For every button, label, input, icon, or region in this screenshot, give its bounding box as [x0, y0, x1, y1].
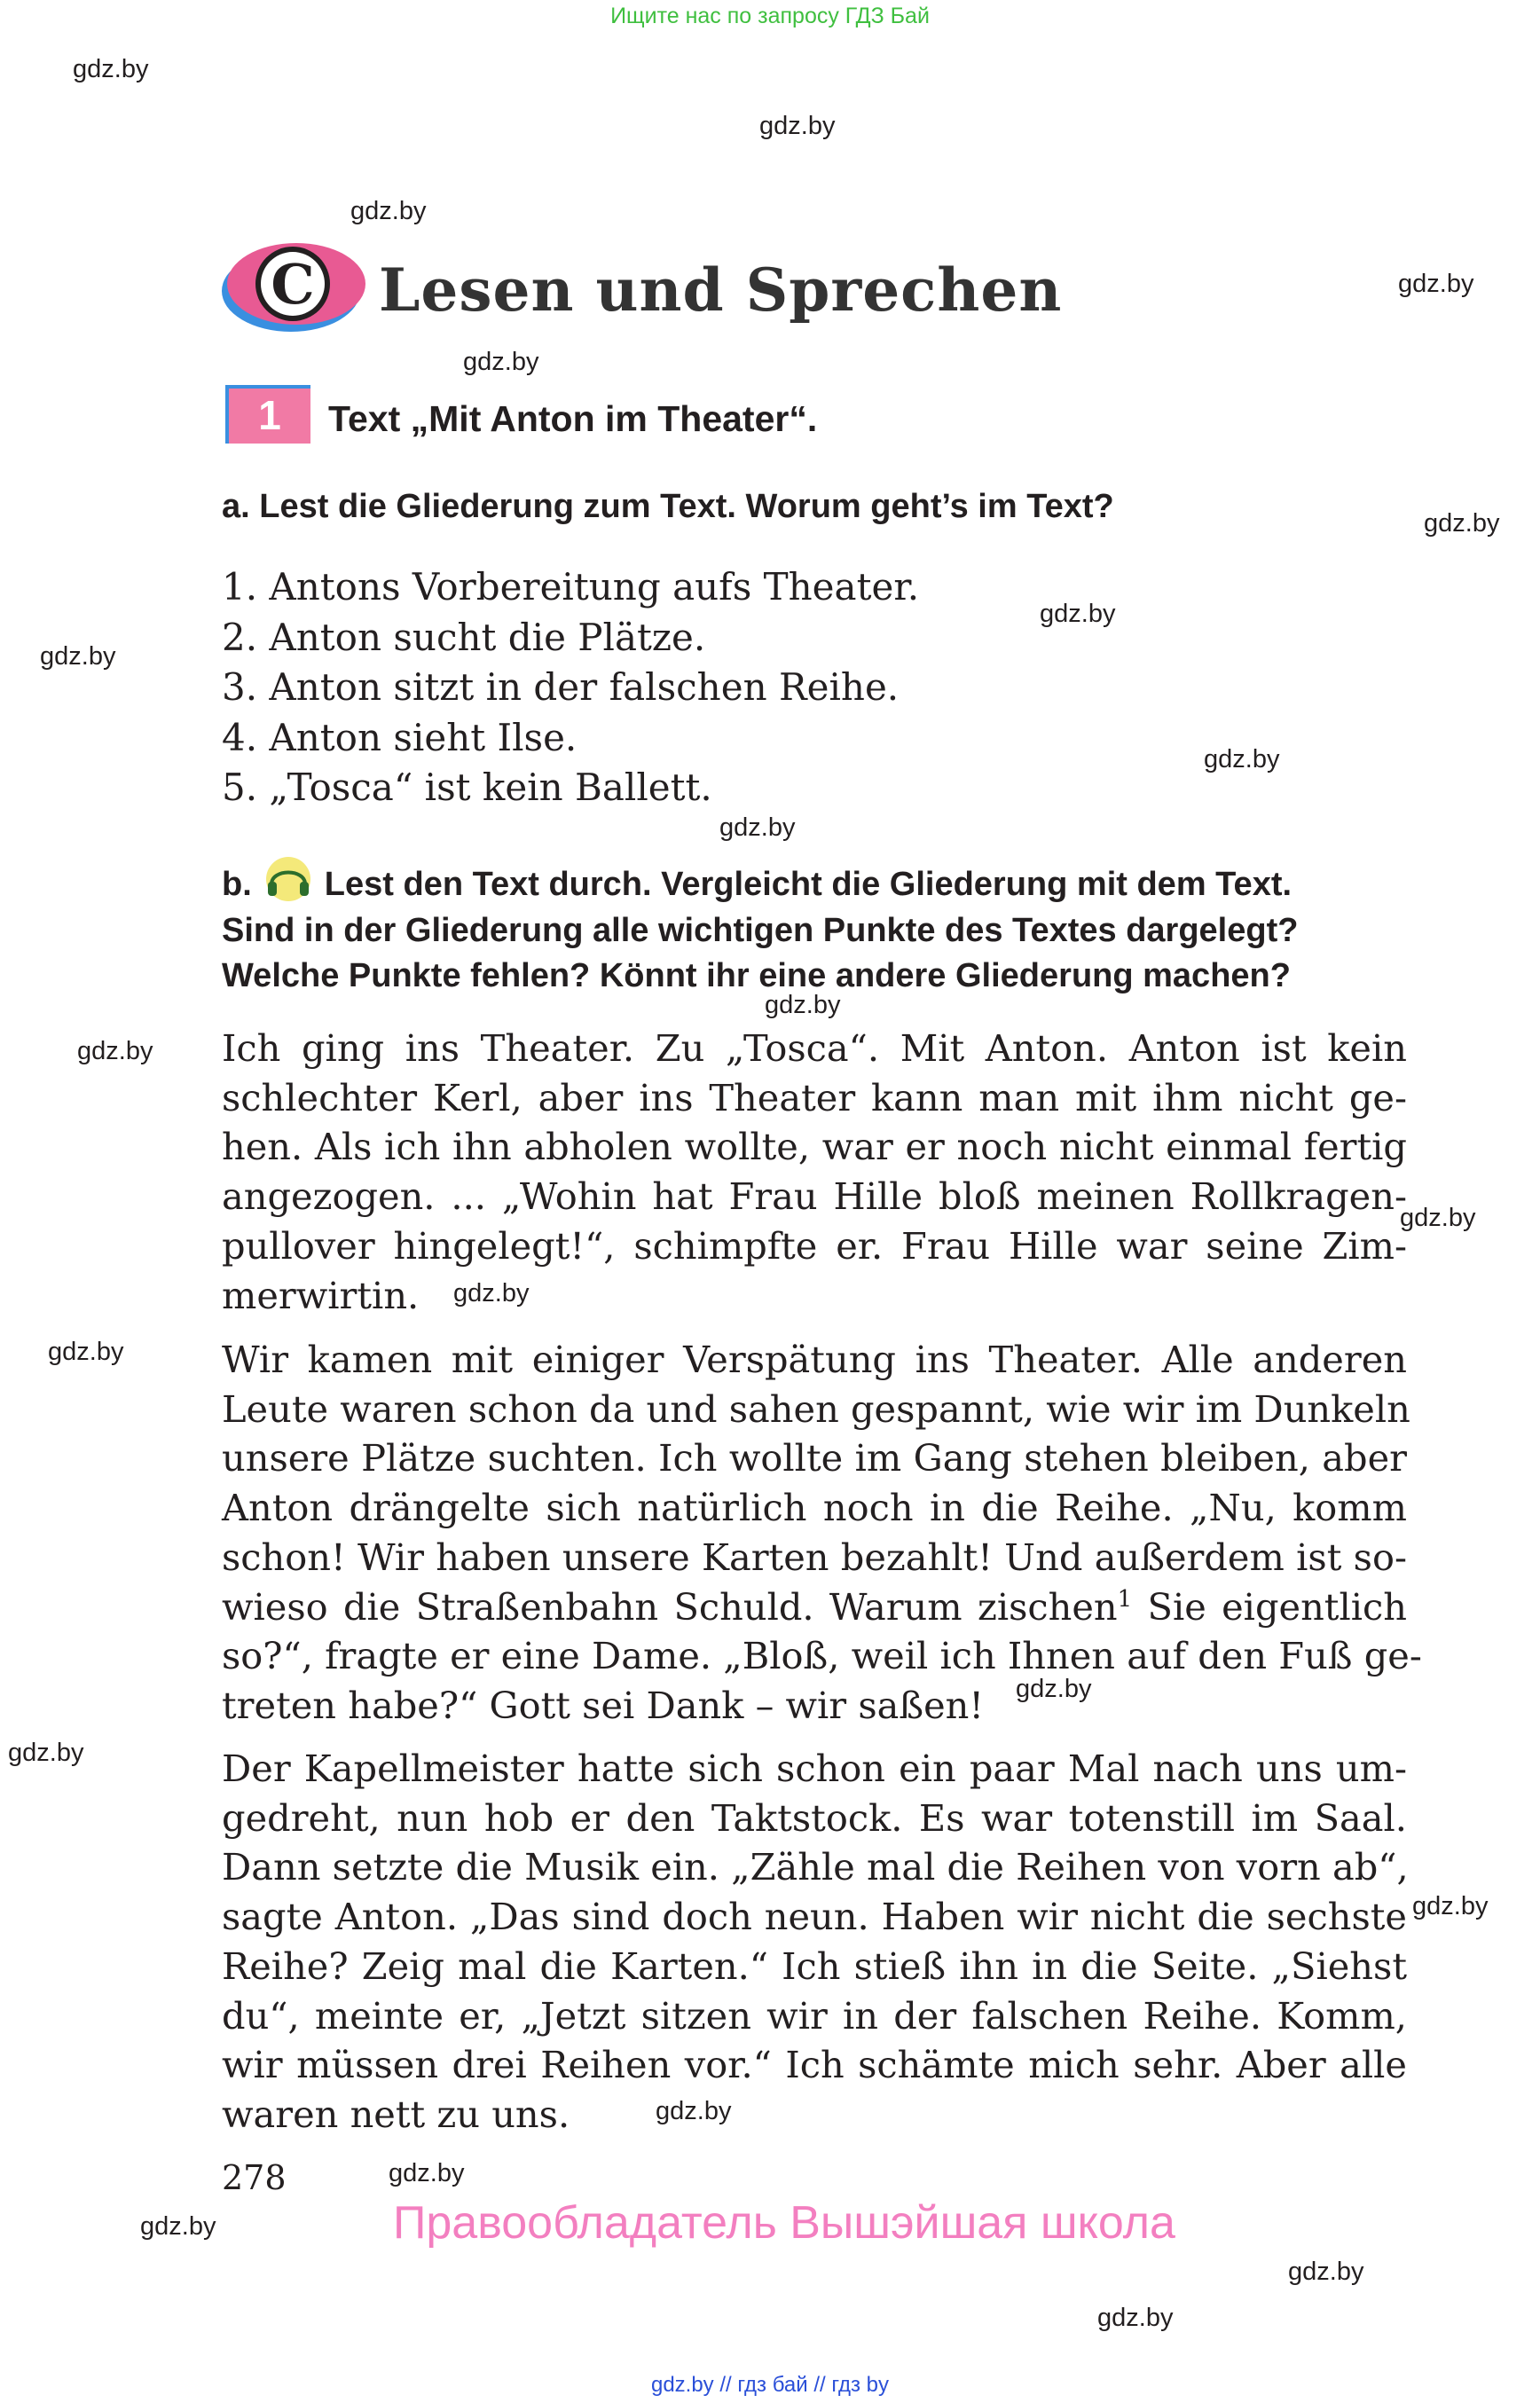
text-line: Reihe? Zeig mal die Karten.“ Ich stieß ihn in die Seite. „Siehst: [222, 1944, 1407, 1988]
watermark: gdz.by: [350, 197, 427, 225]
page-number: 278: [222, 2158, 287, 2197]
watermark: gdz.by: [765, 991, 841, 1019]
text-line: unsere Plätze suchten. Ich wollte im Gang stehen bleiben, aber: [222, 1436, 1407, 1480]
outline-item: 3. Anton sitzt in der falschen Reihe.: [222, 665, 900, 709]
text-line: schon! Wir haben unsere Karten bezahlt! Und außerdem ist so-: [222, 1535, 1407, 1579]
text-line: schlechter Kerl, aber ins Theater kann man mit ihm nicht ge-: [222, 1075, 1407, 1119]
text-line: Anton drängelte sich natürlich noch in die Reihe. „Nu, komm: [222, 1486, 1407, 1530]
watermark: gdz.by: [1097, 2304, 1174, 2332]
watermark: gdz.by: [77, 1037, 153, 1065]
text-line: Dann setzte die Musik ein. „Zähle mal die Reihen von vorn ab“,: [222, 1845, 1409, 1889]
text-line: so?“, fragte er eine Dame. „Bloß, weil ich Ihnen auf den Fuß ge-: [222, 1634, 1422, 1678]
instruction-b-line: Welche Punkte fehlen? Könnt ihr eine andere Gliederung machen?: [222, 957, 1291, 994]
watermark: gdz.by: [1424, 509, 1500, 538]
watermark: gdz.by: [48, 1338, 124, 1366]
instruction-b-text: Lest den Text durch. Vergleicht die Gliederung mit dem Text.: [324, 866, 1292, 903]
watermark: gdz.by: [463, 348, 539, 376]
watermark: gdz.by: [8, 1739, 84, 1767]
instruction-b-line: [222, 856, 1415, 908]
watermark: gdz.by: [656, 2097, 732, 2125]
watermark: gdz.by: [1204, 745, 1280, 774]
footnote-ref[interactable]: 1: [1117, 1585, 1133, 1613]
watermark: gdz.by: [1016, 1675, 1092, 1703]
watermark: gdz.by: [40, 642, 116, 671]
top-banner[interactable]: Ищите нас по запросу ГДЗ Бай: [610, 4, 930, 28]
outline-item: 4. Anton sieht Ilse.: [222, 715, 578, 759]
text-line-with-footnote: [222, 1582, 1407, 1632]
bottom-links[interactable]: gdz.by // гдз бай // гдз by: [650, 2373, 890, 2397]
text-line: Leute waren schon da und sahen gespannt, wie wir im Dunkeln: [222, 1386, 1410, 1431]
headphones-icon[interactable]: [261, 856, 316, 902]
outline-list: [222, 562, 919, 813]
section-badge-icon: [220, 232, 367, 337]
task-number-badge: [225, 385, 310, 444]
watermark: gdz.by: [719, 813, 796, 842]
text-line: Der Kapellmeister hatte sich schon ein paar Mal nach uns um-: [222, 1747, 1407, 1790]
text-line: Ich ging ins Theater. Zu „Tosca“. Mit Anton. Anton ist kein: [222, 1026, 1407, 1070]
text-paragraph: [222, 1335, 1422, 1731]
text-line: angezogen. ... „Wohin hat Frau Hille bloß meinen Rollkragen-: [222, 1174, 1407, 1219]
watermark: gdz.by: [453, 1279, 530, 1308]
text-line: waren nett zu uns.: [222, 2092, 570, 2136]
task-title: Text „Mit Anton im Theater“.: [328, 398, 818, 439]
outline-item: 1. Antons Vorbereitung aufs Theater.: [222, 565, 920, 609]
outline-item: 2. Anton sucht die Plätze.: [222, 615, 706, 659]
text-line: sagte Anton. „Das sind doch neun. Haben wir nicht die sechste: [222, 1895, 1407, 1939]
text-line: Wir kamen mit einiger Verspätung ins Theater. Alle anderen: [222, 1338, 1407, 1381]
copyright-notice: Правообладатель Вышэйшая школа: [393, 2197, 1175, 2249]
text-paragraph: [222, 1024, 1407, 1320]
watermark: gdz.by: [759, 112, 836, 140]
section-letter: C: [271, 252, 315, 317]
watermark: gdz.by: [1398, 270, 1474, 298]
instruction-b-label: b.: [222, 866, 252, 903]
instruction-a: a. Lest die Gliederung zum Text. Worum geht’s im Text?: [222, 488, 1114, 525]
text-line: merwirtin.: [222, 1273, 420, 1317]
watermark: gdz.by: [73, 55, 149, 83]
text-line: pullover hingelegt!“, schimpfte er. Frau Hille war seine Zim-: [222, 1223, 1407, 1268]
section-title: Lesen und Sprechen: [379, 255, 1063, 325]
watermark: gdz.by: [1400, 1204, 1476, 1232]
text-line: treten habe?“ Gott sei Dank – wir saßen!: [222, 1683, 985, 1727]
watermark: gdz.by: [140, 2212, 216, 2241]
text-line: hen. Als ich ihn abholen wollte, war er noch nicht einmal fertig: [222, 1125, 1407, 1169]
text-line-continuation: Sie eigentlich: [1147, 1584, 1407, 1629]
task-number: 1: [258, 392, 281, 438]
text-line: du“, meinte er, „Jetzt sitzen wir in der falschen Reihe. Komm,: [222, 1993, 1407, 2038]
watermark: gdz.by: [389, 2159, 465, 2187]
instruction-b-line: Sind in der Gliederung alle wichtigen Punkte des Textes dargelegt?: [222, 911, 1299, 949]
text-paragraph: [222, 1744, 1407, 2140]
text-line: wir müssen drei Reihen vor.“ Ich schämte mich sehr. Aber alle: [222, 2043, 1407, 2087]
watermark: gdz.by: [1040, 600, 1116, 628]
watermark: gdz.by: [1288, 2258, 1364, 2286]
text-line: gedreht, nun hob er den Taktstock. Es war totenstill im Saal.: [222, 1795, 1407, 1840]
text-line: wieso die Straßenbahn Schuld. Warum zischen: [222, 1584, 1118, 1629]
outline-item: 5. „Tosca“ ist kein Ballett.: [222, 766, 712, 809]
watermark: gdz.by: [1412, 1892, 1489, 1920]
instruction-b: [222, 856, 1415, 1000]
